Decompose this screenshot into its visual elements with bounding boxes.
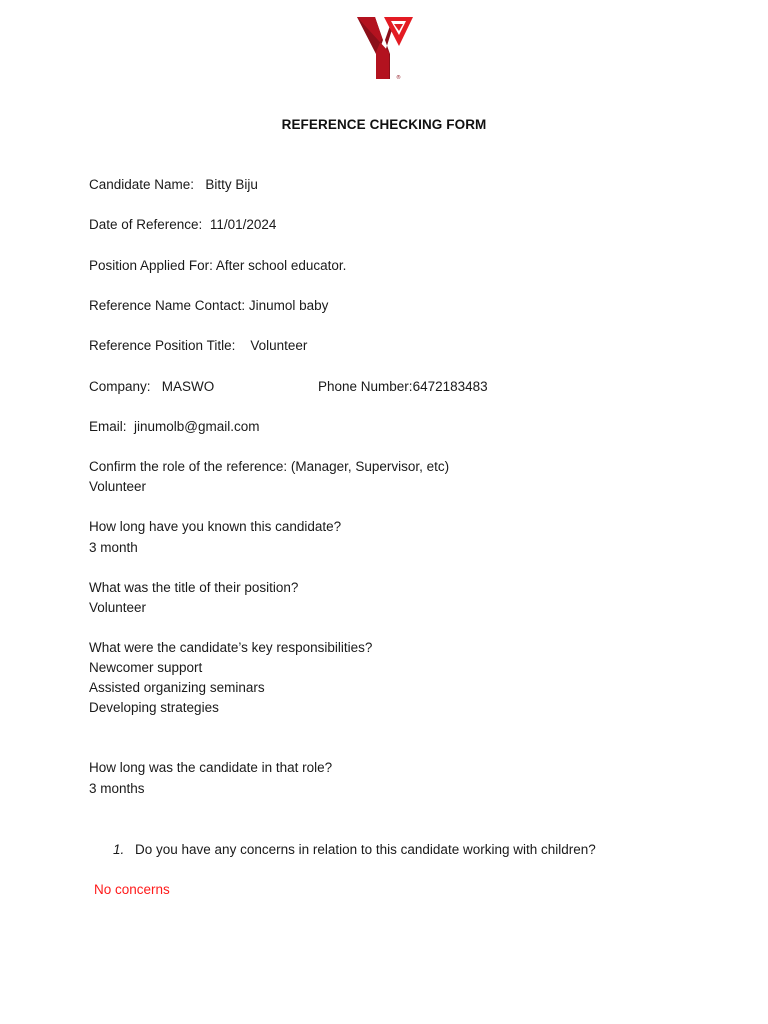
reference-name-row bbox=[89, 296, 328, 316]
candidate-name-label: Candidate Name: bbox=[89, 177, 195, 192]
question-responsibilities: What were the candidate’s key responsibilities? bbox=[89, 640, 373, 655]
concerns-answer: No concerns bbox=[94, 882, 170, 897]
answer-responsibility-2: Assisted organizing seminars bbox=[89, 680, 265, 695]
list-number: 1. bbox=[113, 842, 125, 857]
date-row bbox=[89, 215, 276, 235]
position-value: After school educator. bbox=[215, 258, 347, 273]
answer-role-duration: 3 months bbox=[89, 781, 145, 796]
numbered-question bbox=[113, 840, 596, 860]
email-label: Email: bbox=[89, 419, 127, 434]
answer-responsibility-1: Newcomer support bbox=[89, 660, 203, 675]
question-role-duration: How long was the candidate in that role? bbox=[89, 760, 333, 775]
position-row bbox=[89, 256, 346, 276]
candidate-name-row bbox=[89, 175, 258, 195]
question-known-duration: How long have you known this candidate? bbox=[89, 519, 342, 534]
reference-position-row bbox=[89, 336, 307, 356]
phone-row bbox=[318, 377, 488, 397]
email-value: jinumolb@gmail.com bbox=[134, 419, 260, 434]
date-value: 11/01/2024 bbox=[209, 217, 277, 232]
question-position-title: What was the title of their position? bbox=[89, 580, 299, 595]
phone-label: Phone Number: bbox=[318, 379, 413, 394]
question-role: Confirm the role of the reference: (Manager, Supervisor, etc) bbox=[89, 459, 450, 474]
svg-text:®: ® bbox=[396, 75, 401, 80]
position-label: Position Applied For: bbox=[89, 258, 213, 273]
answer-responsibility-3: Developing strategies bbox=[89, 700, 219, 715]
answer-known-duration: 3 month bbox=[89, 540, 138, 555]
company-label: Company: bbox=[89, 379, 151, 394]
reference-position-label: Reference Position Title: bbox=[89, 338, 236, 353]
reference-position-value: Volunteer bbox=[250, 338, 308, 353]
phone-value: 6472183483 bbox=[412, 379, 488, 394]
answer-position-title: Volunteer bbox=[89, 600, 147, 615]
company-value: MASWO bbox=[161, 379, 215, 394]
reference-name-label: Reference Name Contact: bbox=[89, 298, 246, 313]
candidate-name-value: Bitty Biju bbox=[205, 177, 258, 192]
reference-name-value: Jinumol baby bbox=[248, 298, 329, 313]
concerns-question: Do you have any concerns in relation to this candidate working with children? bbox=[135, 842, 596, 857]
form-title: REFERENCE CHECKING FORM bbox=[281, 117, 487, 132]
answer-role: Volunteer bbox=[89, 479, 147, 494]
email-row bbox=[89, 417, 260, 437]
date-label: Date of Reference: bbox=[89, 217, 203, 232]
ymca-logo bbox=[356, 16, 414, 80]
company-row bbox=[89, 377, 214, 397]
